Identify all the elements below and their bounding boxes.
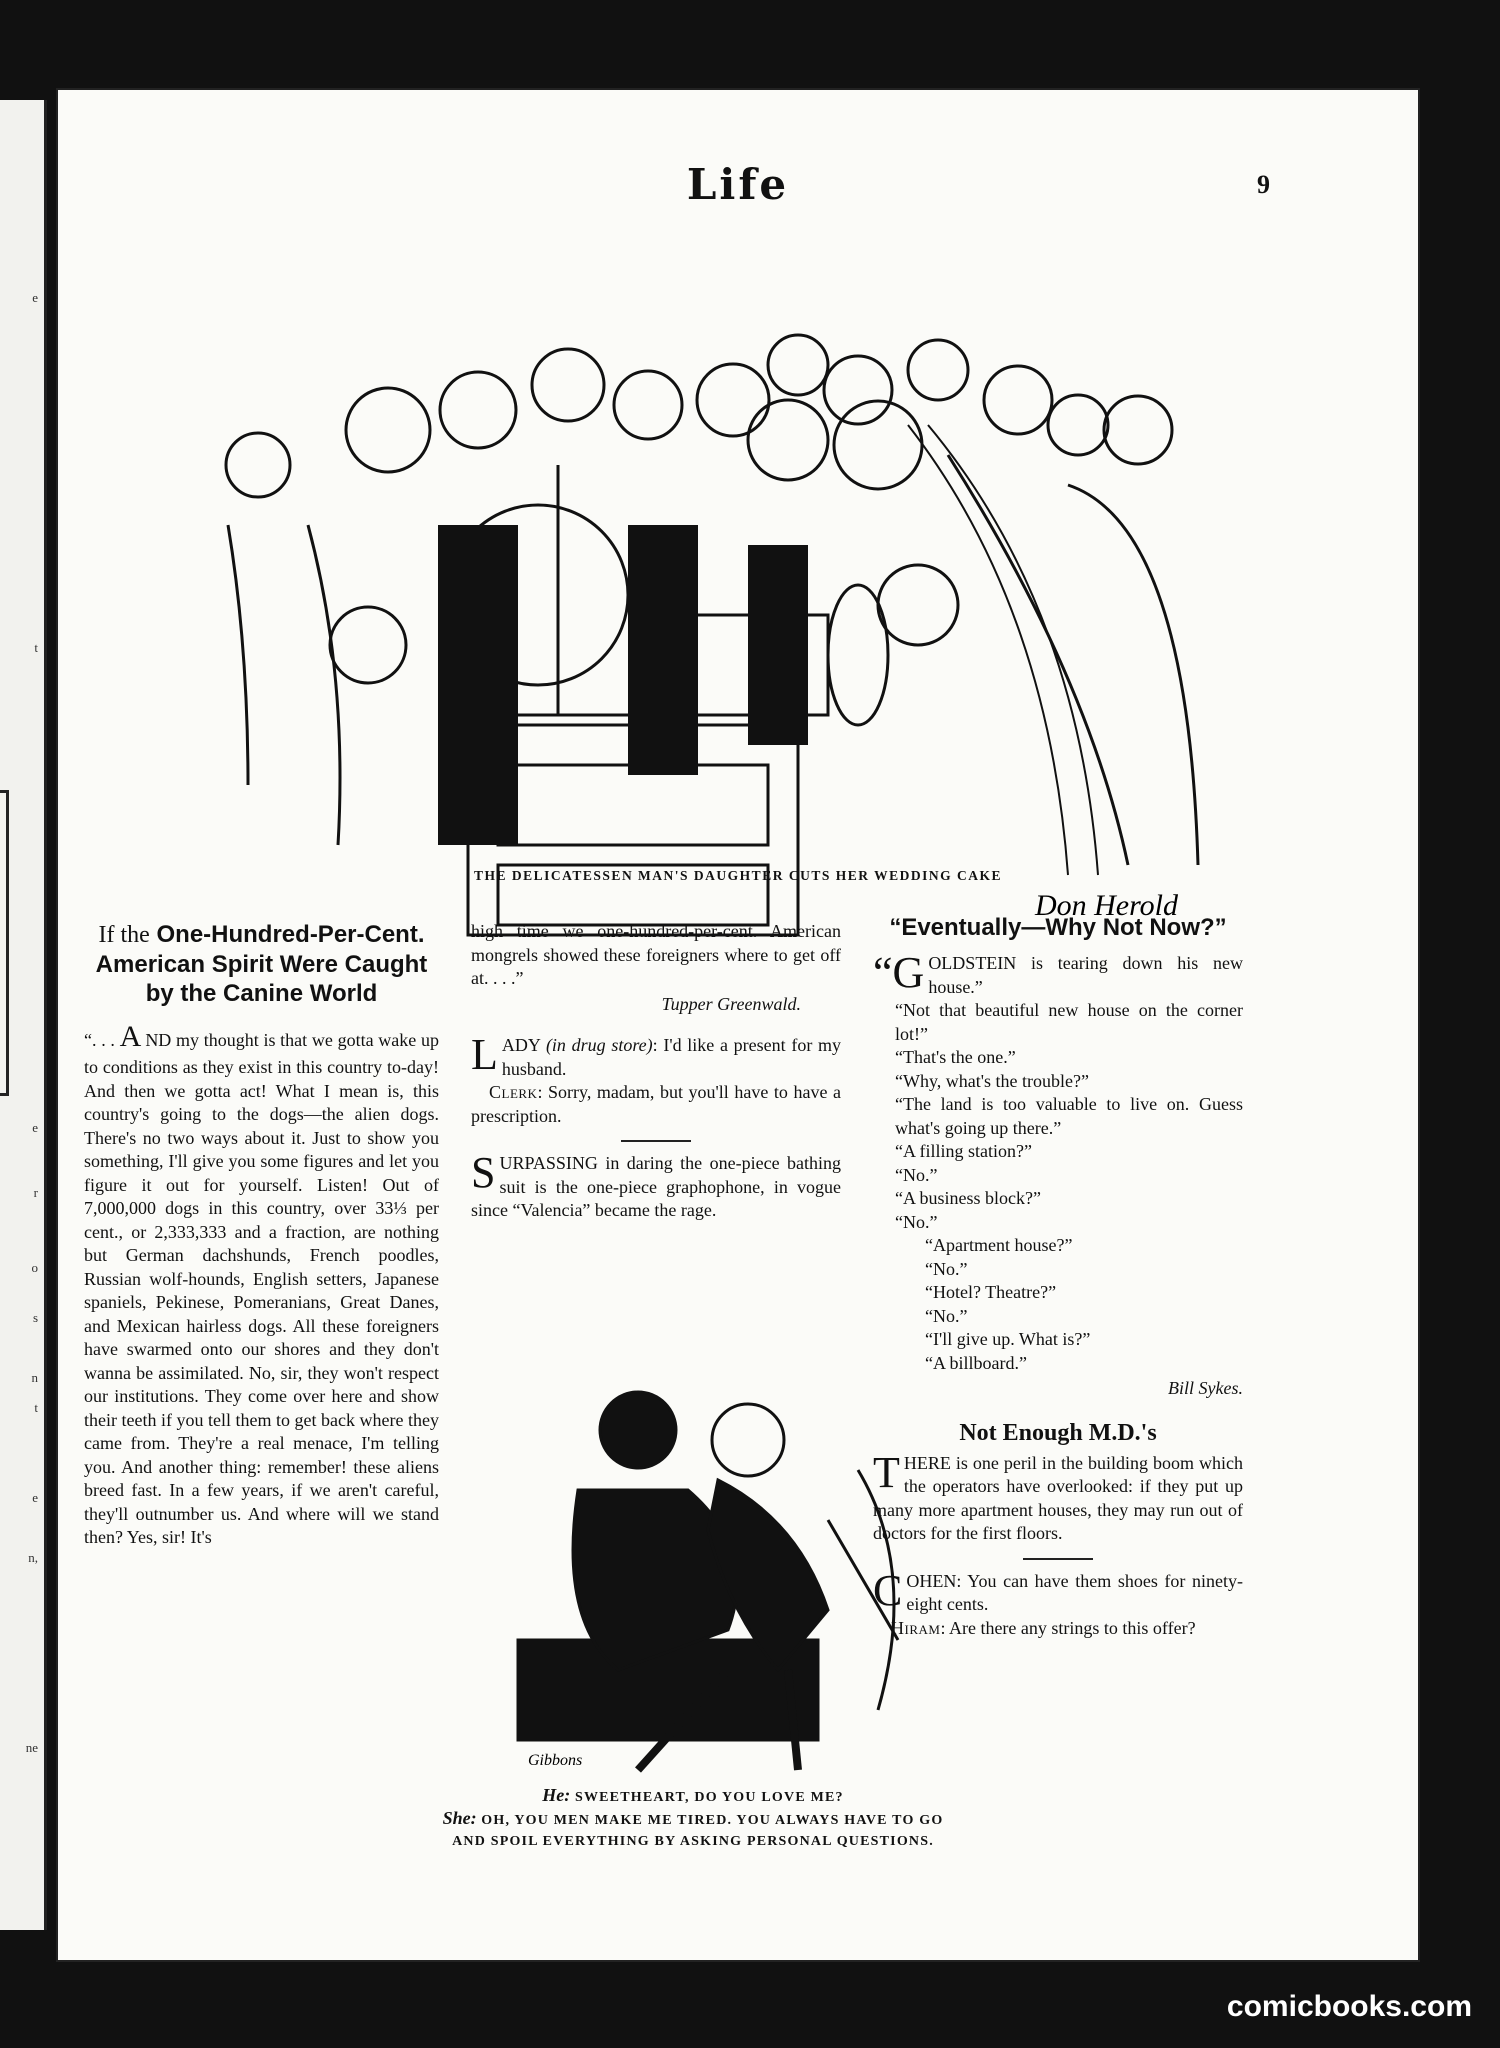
joke-cohen xyxy=(873,1565,1243,1617)
speaker: Hiram xyxy=(891,1617,941,1638)
line: : Are there any strings to this offer? xyxy=(940,1617,1196,1638)
lead: URPASSING xyxy=(499,1153,598,1173)
couple-caption xyxy=(433,1785,953,1852)
left-page-fragment: o xyxy=(31,1260,38,1275)
he-line: SWEETHEART, DO YOU LOVE ME? xyxy=(574,1790,844,1805)
article-signature: Tupper Greenwald. xyxy=(661,993,801,1014)
left-page-fragment: t xyxy=(34,1400,38,1415)
caption-he xyxy=(433,1785,953,1808)
column-2 xyxy=(471,920,841,1223)
she-line: OH, YOU MEN MAKE ME TIRED. YOU ALWAYS HAVE TO GO AND SPOIL EVERYTHING BY ASKING PERSONAL QUESTIONS. xyxy=(452,1813,944,1849)
caption-she xyxy=(433,1808,953,1852)
cartoon-caption: THE DELICATESSEN MAN'S DAUGHTER CUTS HER WEDDING CAKE xyxy=(474,868,1002,883)
dropcap: “G xyxy=(873,948,925,997)
dialog-line: “No.” xyxy=(895,1164,938,1185)
speaker: ADY xyxy=(501,1035,541,1055)
joke-lady xyxy=(471,1030,842,1081)
dialog-line: “A billboard.” xyxy=(925,1352,1027,1373)
cartoon-signature: Don Herold xyxy=(1034,889,1178,922)
dialog-line: “That's the one.” xyxy=(895,1047,1016,1067)
article-body-canine-cont: high time we one-hundred-per-cent. American mongrels showed these foreigners where to get off at. . . .” xyxy=(471,921,841,988)
left-page-fragment: s xyxy=(32,1310,38,1325)
article-body-eventually xyxy=(873,948,1243,1375)
dialog-line: “Hotel? Theatre?” xyxy=(925,1282,1057,1302)
left-page-fragment: n, xyxy=(28,1550,38,1565)
dialog-line: “No.” xyxy=(895,1211,938,1232)
joke-lady-reply xyxy=(471,1081,841,1128)
column-3 xyxy=(873,913,1243,1640)
dialog-line: “A filling station?” xyxy=(895,1141,1032,1161)
dialog-line: “Not that beautiful new house on the corner lot!” xyxy=(895,1000,1243,1044)
dropcap: L xyxy=(471,1030,498,1079)
cartoon2-signature: Gibbons xyxy=(528,1752,583,1769)
dropcap: S xyxy=(471,1148,496,1197)
masthead: Life xyxy=(686,160,790,209)
speaker: Clerk xyxy=(489,1082,538,1102)
article-headline-eventually: “Eventually—Why Not Now?” xyxy=(889,914,1227,941)
dialog-line: “GOLDSTEIN is tearing down his new house.” xyxy=(873,948,1243,997)
stage-direction: (in drug store) xyxy=(545,1035,653,1055)
left-page-fragment: e xyxy=(32,290,38,305)
headline-text: One-Hundred-Per-Cent. American Spirit Were Caught by the Canine World xyxy=(95,921,428,1007)
wedding-cake-cartoon xyxy=(188,225,1268,945)
page-number: 9 xyxy=(1257,170,1270,199)
dropcap: T xyxy=(873,1447,900,1497)
divider xyxy=(1023,1558,1093,1560)
adjacent-page-edge xyxy=(0,100,47,1930)
text: in daring the one-piece bathing suit is the one-piece graphophone, in vogue since “Valencia” became the rage. xyxy=(471,1153,841,1220)
speaker: OHEN xyxy=(906,1570,957,1591)
headline-lead: If the xyxy=(98,922,150,948)
left-page-fragment: r xyxy=(33,1185,38,1200)
line: : I'd like a present for my husband. xyxy=(501,1035,842,1079)
article-headline-md: Not Enough M.D.'s xyxy=(959,1419,1157,1446)
divider xyxy=(621,1140,691,1142)
article-signature: Bill Sykes. xyxy=(1168,1378,1243,1398)
dialog-line: “Apartment house?” xyxy=(925,1235,1073,1255)
left-page-fragment: ne xyxy=(25,1740,38,1755)
dialog-line: “I'll give up. What is?” xyxy=(925,1329,1091,1349)
dialog-line: “No.” xyxy=(925,1305,968,1326)
dialog-line: “Why, what's the trouble?” xyxy=(895,1070,1090,1091)
column-1 xyxy=(84,920,439,1550)
line: : You can have them shoes for ninety-eight cents. xyxy=(906,1570,1243,1614)
open-quote: “. . . xyxy=(84,1030,120,1050)
left-page-fragment: e xyxy=(32,1490,38,1505)
article-body-md: THERE is one peril in the building boom which the operators have overlooked: if they put up many more apartment houses, they may run out of doctors for the first floors. xyxy=(873,1447,1243,1543)
dialog-line: “No.” xyxy=(925,1258,968,1279)
joke-surpassing xyxy=(471,1148,841,1223)
left-page-fragment: n xyxy=(31,1370,38,1385)
left-page-fragment: t xyxy=(34,640,38,655)
line: : Sorry, madam, but you'll have to have a prescription. xyxy=(471,1082,841,1126)
she-label: She: xyxy=(442,1808,477,1828)
he-label: He: xyxy=(542,1785,571,1805)
couple-cartoon xyxy=(498,1370,941,1790)
dialog-line: “A business block?” xyxy=(895,1188,1041,1208)
body-text: ND my thought is that we gotta wake up to conditions as they exist in this country to-day! And then we gotta act! What I mean is, this country's going to the dogs—the alien dogs. There's no two ways about it. Just to show you something, I'll give you some figures and let you figure it out for yourself. Listen! Out of 7,000,000 dogs in this country, over 33⅓ per cent., or 2,333,333 and a fraction, are nothing but German dachshunds, French poodles, Russian wolf-hounds, English setters, Japanese spaniels, Pekinese, Pomeranians, Great Danes, and Mexican hairless dogs. All these foreigners have swarmed onto our shores and they don't wanna be assimilated. No, sir, they won't respect our institutions. They come over here and show their teeth if you tell them to get back where they came from. They're a real menace, I'm telling you. And another thing: remember! these aliens breed fast. In a few years, if we aren't careful, they'll outnumber us. And where will we stand then? Yes, sir! It's xyxy=(84,1030,439,1547)
left-page-fragment: e xyxy=(32,1120,38,1135)
joke-cohen-reply xyxy=(873,1617,1243,1641)
dropcap: A xyxy=(119,1020,142,1053)
article-body-canine xyxy=(84,1018,439,1550)
dropcap: C xyxy=(873,1565,903,1615)
dialog-line: “The land is too valuable to live on. Guess what's going up there.” xyxy=(895,1094,1243,1138)
article-headline-canine xyxy=(84,920,439,1008)
site-watermark: comicbooks.com xyxy=(1226,1990,1472,2023)
left-page-box xyxy=(0,790,9,1096)
magazine-page xyxy=(58,90,1418,1960)
